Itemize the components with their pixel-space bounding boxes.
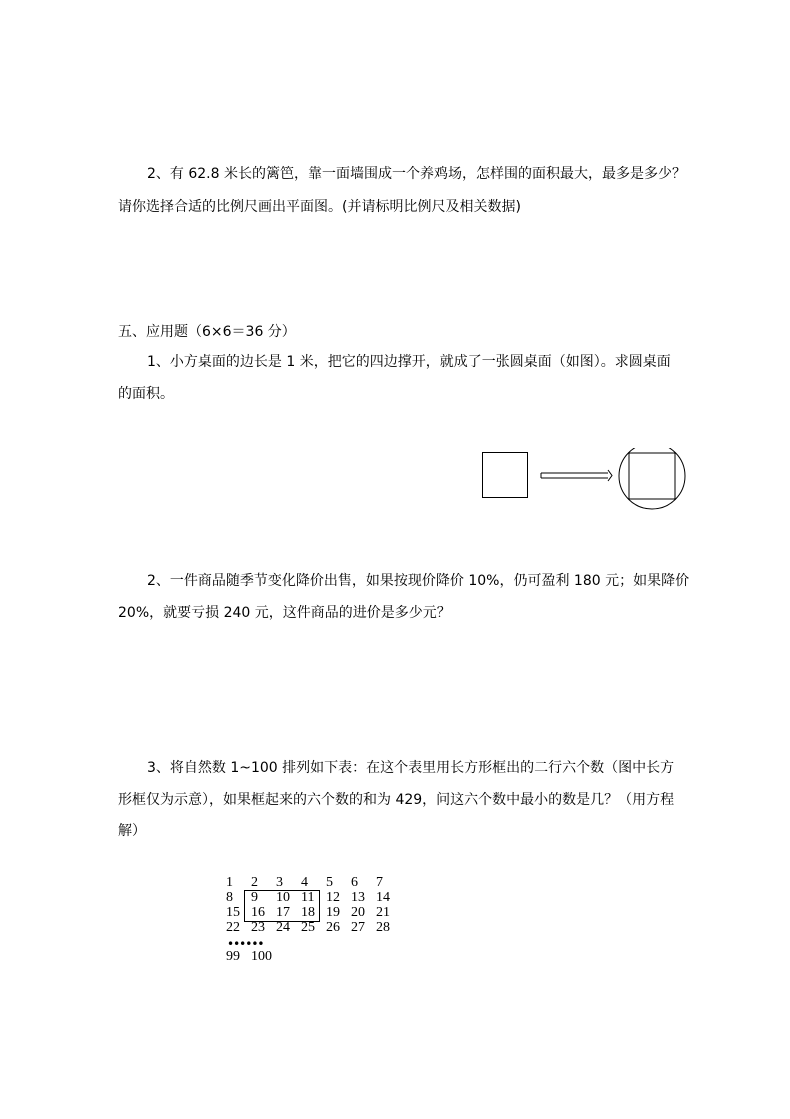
square-table (483, 453, 528, 498)
table-cell: 9 (251, 890, 258, 905)
section-heading: 五、应用题（6×6＝36 分） (118, 324, 296, 340)
table-cell: 22 (226, 920, 240, 935)
table-cell: 12 (326, 890, 340, 905)
table-cell: 7 (376, 875, 383, 890)
table-ellipsis: •••••• (227, 937, 264, 951)
table-row (226, 876, 406, 890)
table-cell: 26 (326, 920, 340, 935)
table-cell: 24 (276, 920, 290, 935)
table-figure (478, 448, 690, 512)
app-question-2-line-1: 2、一件商品随季节变化降价出售，如果按现价降价 10%，仍可盈利 180 元；如果降价 (147, 573, 690, 589)
table-cell: 18 (301, 905, 315, 920)
table-cell: 3 (276, 875, 283, 890)
table-cell: 11 (301, 890, 315, 905)
app-question-3-line-1: 3、将自然数 1~100 排列如下表：在这个表里用长方形框出的二行六个数（图中长方 (147, 760, 675, 776)
table-cell: 14 (376, 890, 390, 905)
app-question-1-line-2: 的面积。 (118, 386, 174, 402)
table-cell: 20 (351, 905, 365, 920)
table-cell: 15 (226, 905, 240, 920)
table-cell: 19 (326, 905, 340, 920)
table-cell: 28 (376, 920, 390, 935)
table-cell: 1 (226, 875, 233, 890)
arrow (541, 470, 612, 481)
table-cell: 17 (276, 905, 290, 920)
table-cell: 4 (301, 875, 308, 890)
table-cell: 8 (226, 890, 233, 905)
selection-rectangle (244, 890, 320, 922)
app-question-3-line-3: 解） (118, 823, 146, 839)
table-cell: 5 (326, 875, 333, 890)
table-cell: 25 (301, 920, 315, 935)
app-question-1-line-1: 1、小方桌面的边长是 1 米，把它的四边撑开，就成了一张圆桌面（如图）。求圆桌面 (147, 354, 671, 370)
table-cell: 23 (251, 920, 265, 935)
question-2-line-1: 2、有 62.8 米长的篱笆，靠一面墙围成一个养鸡场，怎样围的面积最大，最多是多少？ (147, 166, 686, 182)
inscribed-square (629, 453, 675, 499)
table-row (226, 921, 406, 935)
table-cell: 2 (251, 875, 258, 890)
table-cell: 16 (251, 905, 265, 920)
app-question-3-line-2: 形框仅为示意），如果框起来的六个数的和为 429，问这六个数中最小的数是几？（用方程 (118, 792, 675, 808)
table-cell: 27 (351, 920, 365, 935)
table-cell: 21 (376, 905, 390, 920)
question-2-line-2: 请你选择合适的比例尺画出平面图。(并请标明比例尺及相关数据) (118, 199, 521, 215)
table-cell: 99 (226, 949, 240, 964)
table-cell: 10 (276, 890, 290, 905)
table-cell: 13 (351, 890, 365, 905)
table-cell: 6 (351, 875, 358, 890)
table-row (226, 950, 281, 964)
app-question-2-line-2: 20%，就要亏损 240 元，这件商品的进价是多少元？ (118, 605, 451, 621)
table-cell: 100 (251, 949, 272, 964)
